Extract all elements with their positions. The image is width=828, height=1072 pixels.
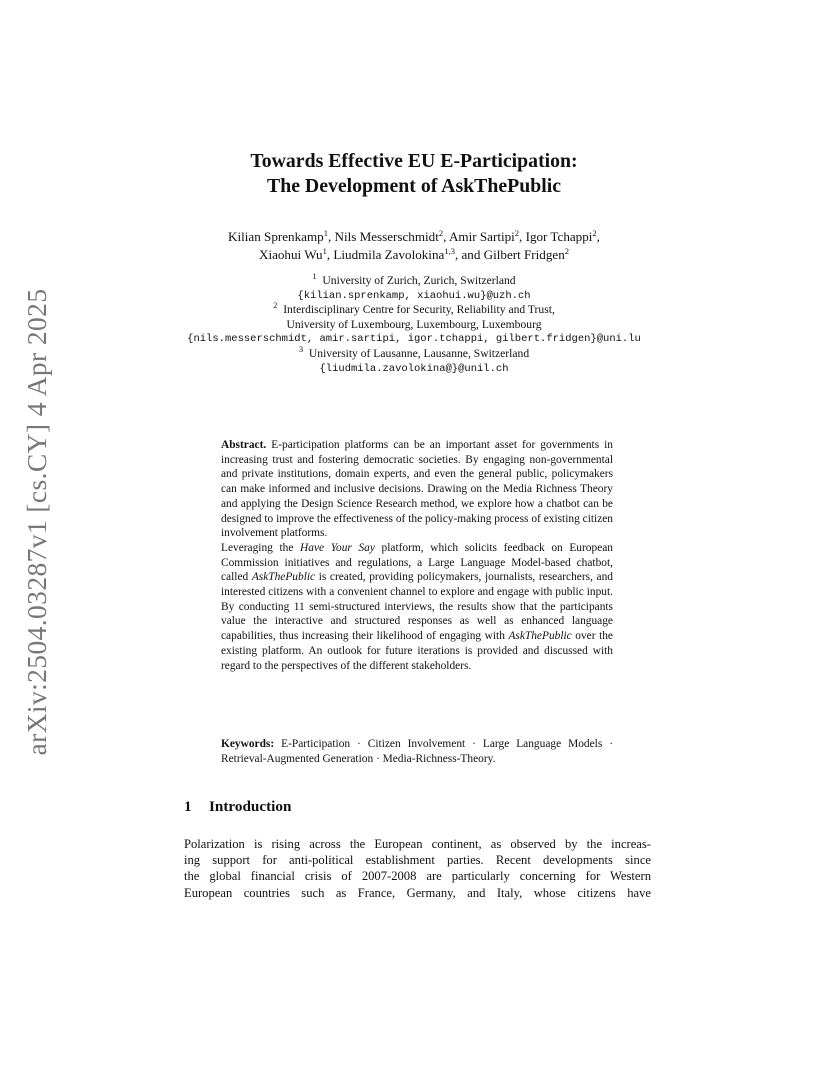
body-line: European countries such as France, Germany, and Italy, whose citizens have bbox=[184, 885, 651, 900]
body-line: the global financial crisis of 2007-2008 are particularly concerning for Western bbox=[184, 869, 651, 884]
section-number: 1 bbox=[184, 798, 192, 815]
author-line-2 bbox=[0, 246, 828, 264]
affiliation-mark: 1 bbox=[322, 246, 327, 256]
keywords-label: Keywords: bbox=[221, 738, 275, 750]
section-heading bbox=[184, 798, 291, 816]
affiliation-2-email: {nils.messerschmidt, amir.sartipi, igor.tchappi, gilbert.fridgen}@uni.lu bbox=[187, 333, 641, 346]
author-name: , Nils Messerschmidt bbox=[327, 229, 439, 244]
author-name: , and Gilbert Fridgen bbox=[454, 247, 565, 262]
body-paragraph bbox=[184, 836, 651, 901]
keywords-text: E-Participation · Citizen Involvement · Large Language Models · Retrieval-Augmented Generation · Media-Richness-Theory. bbox=[221, 738, 614, 765]
abstract bbox=[221, 438, 613, 673]
affiliation-mark: 1 bbox=[312, 271, 317, 281]
affiliation-mark: 1,3 bbox=[444, 246, 455, 256]
affiliation-mark: 2 bbox=[438, 228, 444, 238]
title-line-1: Towards Effective EU E-Participation: bbox=[250, 150, 578, 172]
affiliation-mark: 2 bbox=[273, 300, 278, 311]
affiliation-2: $^2$ Interdisciplinary Centre for Security, Reliability and Trust, bbox=[273, 300, 555, 317]
author-name: Xiaohui Wu bbox=[258, 247, 323, 262]
body-line: ing support for anti-political establishment parties. Recent developments since bbox=[184, 853, 651, 868]
author-list bbox=[0, 228, 828, 264]
affiliation-3-email: {liudmila.zavolokina@}@unil.ch bbox=[319, 362, 509, 375]
affiliation-1: $^1$ University of Zurich, Zurich, Switzerland bbox=[312, 271, 516, 287]
section-title: Introduction bbox=[209, 798, 292, 815]
author-name: , Liudmila Zavolokina bbox=[326, 247, 445, 262]
chatbot-name: AskThePublic bbox=[508, 630, 572, 643]
affiliation-mark: 1 bbox=[323, 228, 328, 238]
abstract-paragraph-2: Leveraging the Have Your Say platform, which solicits feedback on European Commission initiatives and regulations, a Large Language Model-based chatbot, called AskThePublic is created, providing policymakers, journalists, researchers, and interested citizens with a convenient channel to explore and engage with public input. By conducting 11 semi-structured interviews, the results show that the participants value the interactive and structured responses as well as enhanced language capabilities, thus increasing their likelihood of engaging with AskThePublic over the existing platform. An outlook for future iterations is provided and discussed with regard to the perspectives of the different stakeholders. bbox=[221, 541, 613, 672]
affiliation-mark: 3 bbox=[298, 343, 304, 354]
author-name: , Amir Sartipi bbox=[443, 229, 515, 244]
affiliation-3: $^3$ University of Lausanne, Lausanne, Switzerland bbox=[298, 343, 530, 360]
author-line-1 bbox=[0, 228, 828, 246]
abstract-paragraph-1: Abstract. E-participation platforms can be an important asset for governments in increasing trust and fostering democratic societies. By engaging non-governmental and private institutions, domain experts, and even the general public, policymakers can make informed and inclusive decisions. Drawing on the Media Richness Theory and applying the Design Science Research method, we explore how a chatbot can be designed to improve the effectiveness of the policy-making process of existing citizen involvement platforms. bbox=[221, 439, 613, 540]
affiliation-1-email: {kilian.sprenkamp, xiaohui.wu}@uzh.ch bbox=[297, 289, 531, 302]
author-name: Kilian Sprenkamp bbox=[228, 229, 324, 244]
abstract-label: Abstract. bbox=[221, 439, 267, 451]
paper-title bbox=[0, 149, 828, 199]
affiliation-mark: 2 bbox=[514, 228, 520, 238]
keywords bbox=[221, 737, 613, 766]
affiliation-mark: 2 bbox=[592, 228, 597, 238]
arxiv-identifier: arXiv:2504.03287v1 [cs.CY] 4 Apr 2025 bbox=[21, 288, 52, 756]
title-line-2: The Development of AskThePublic bbox=[267, 175, 561, 197]
affiliation-2-line-2: University of Luxembourg, Luxembourg, Luxembourg bbox=[286, 317, 542, 331]
author-separator: , bbox=[596, 229, 600, 244]
body-line: Polarization is rising across the European continent, as observed by the increas- bbox=[184, 837, 651, 851]
affiliation-mark: 2 bbox=[564, 246, 570, 256]
chatbot-name: AskThePublic bbox=[251, 571, 316, 584]
affiliations bbox=[0, 271, 828, 376]
platform-name: Have Your Say bbox=[300, 541, 375, 554]
author-name: , Igor Tchappi bbox=[519, 229, 593, 244]
